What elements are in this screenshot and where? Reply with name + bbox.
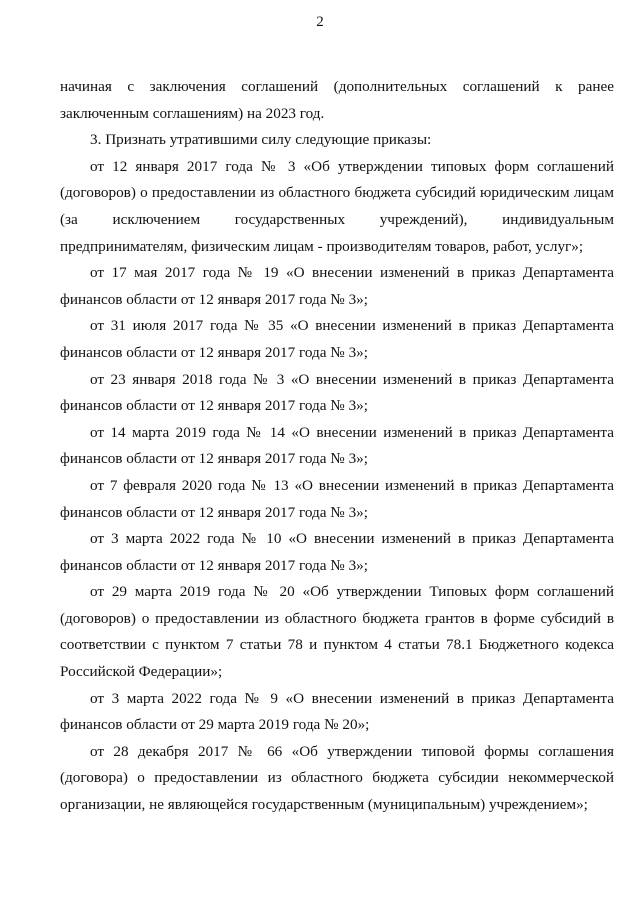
paragraph-order-2019-03-14: от 14 марта 2019 года № 14 «О внесении изменений в приказ Департамента финансов области от 12 января 2017 года № 3»; [60,423,614,468]
paragraph-item-3: 3. Признать утратившими силу следующие приказы: [90,131,432,149]
document-body [60,74,614,819]
paragraph-order-2019-03-29: от 29 марта 2019 года № 20 «Об утверждении Типовых форм соглашений (договоров) о предоставлении из областного бюджета грантов в форме субсидий в соответствии с пунктом 7 статьи 78 и пунктом 4 статьи 78.1 Бюджетного кодекса Российской Федерации»; [60,583,614,681]
paragraph-order-2018-01-23: от 23 января 2018 года № 3 «О внесении изменений в приказ Департамента финансов области от 12 января 2017 года № 3»; [60,370,614,415]
paragraph-order-2017-05-17: от 17 мая 2017 года № 19 «О внесении изменений в приказ Департамента финансов области от 12 января 2017 года № 3»; [60,264,614,308]
page-number: 2 [316,14,324,30]
paragraph-order-2020-02-07: от 7 февраля 2020 года № 13 «О внесении изменений в приказ Департамента финансов области от 12 января 2017 года № 3»; [60,476,614,521]
paragraph-continuation: начиная с заключения соглашений (дополнительных соглашений к ранее заключенным соглашениям) на 2023 год. [60,78,614,122]
paragraph-order-2022-03-03-no9: от 3 марта 2022 года № 9 «О внесении изменений в приказ Департамента финансов области от 29 марта 2019 года № 20»; [60,689,614,734]
paragraph-order-2017-12-28: от 28 декабря 2017 № 66 «Об утверждении типовой формы соглашения (договора) о предоставлении из областного бюджета субсидии некоммерческой организации, не являющейся государственным (муниципальным) учреждением»; [60,742,614,814]
paragraph-order-2022-03-03-no10: от 3 марта 2022 года № 10 «О внесении изменений в приказ Департамента финансов области от 12 января 2017 года № 3»; [60,530,614,574]
paragraph-order-2017-07-31: от 31 июля 2017 года № 35 «О внесении изменений в приказ Департамента финансов области от 12 января 2017 года № 3»; [60,317,614,361]
paragraph-order-2017-01-12: от 12 января 2017 года № 3 «Об утверждении типовых форм соглашений (договоров) о предоставлении из областного бюджета субсидий юридическим лицам (за исключением государственных учреждений), индивидуальным предпринимателям, физическим лицам - производителям товаров, работ, услуг»; [60,157,614,255]
